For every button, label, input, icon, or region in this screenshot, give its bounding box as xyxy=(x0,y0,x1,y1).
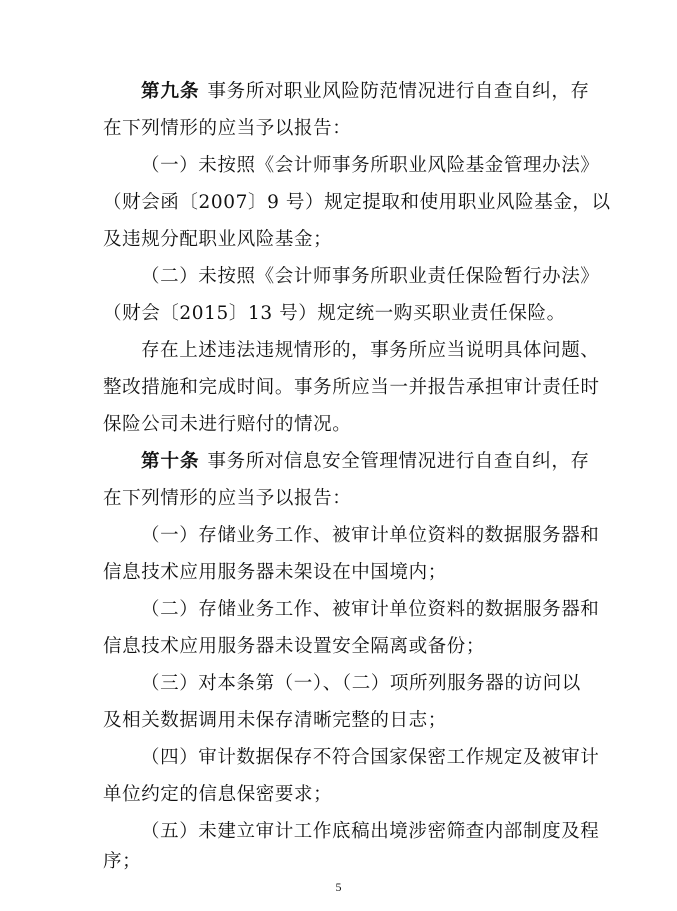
article-9-note-line-3: 保险公司未进行赔付的情况。 xyxy=(103,414,352,435)
article-10-item-5-line-1: （五）未建立审计工作底稿出境涉密筛查内部制度及程 xyxy=(141,821,600,842)
article-9-item-2-line-2: （财会〔2015〕13 号）规定统一购买职业责任保险。 xyxy=(103,303,566,324)
article-10-item-4-line-1: （四）审计数据保存不符合国家保密工作规定及被审计 xyxy=(141,747,600,768)
article-10-item-5-line-2: 序； xyxy=(103,851,142,872)
article-10-item-1-line-2: 信息技术应用服务器未架设在中国境内； xyxy=(103,562,447,583)
page-number: 5 xyxy=(335,880,342,894)
article-9-intro-text: 事务所对职业风险防范情况进行自查自纠，存 xyxy=(207,81,590,102)
article-9-note-line-1: 存在上述违法违规情形的，事务所应当说明具体问题、 xyxy=(141,340,600,361)
article-10-intro-line-1 xyxy=(141,450,590,474)
article-9-item-1-line-2: （财会函〔2007〕9 号）规定提取和使用职业风险基金，以 xyxy=(103,192,611,213)
article-10-intro-line-2: 在下列情形的应当予以报告： xyxy=(103,488,352,509)
article-10-item-1-line-1: （一）存储业务工作、被审计单位资料的数据服务器和 xyxy=(141,525,600,546)
article-9-item-1-line-1: （一）未按照《会计师事务所职业风险基金管理办法》 xyxy=(141,155,600,176)
article-10-item-4-line-2: 单位约定的信息保密要求； xyxy=(103,784,333,805)
article-10-heading: 第十条 xyxy=(141,451,200,472)
article-9-intro-line-1 xyxy=(141,80,590,104)
article-10-item-2-line-2: 信息技术应用服务器未设置安全隔离或备份； xyxy=(103,636,486,657)
article-9-note-line-2: 整改措施和完成时间。事务所应当一并报告承担审计责任时 xyxy=(103,377,600,398)
article-9-item-1-line-3: 及违规分配职业风险基金； xyxy=(103,229,333,250)
article-9-intro-line-2: 在下列情形的应当予以报告： xyxy=(103,118,352,139)
article-10-intro-text: 事务所对信息安全管理情况进行自查自纠，存 xyxy=(207,451,590,472)
article-10-item-2-line-1: （二）存储业务工作、被审计单位资料的数据服务器和 xyxy=(141,599,600,620)
article-10-item-3-line-1: （三）对本条第（一）、（二）项所列服务器的访问以 xyxy=(141,673,581,694)
article-10-item-3-line-2: 及相关数据调用未保存清晰完整的日志； xyxy=(103,710,447,731)
article-9-item-2-line-1: （二）未按照《会计师事务所职业责任保险暂行办法》 xyxy=(141,266,600,287)
article-9-heading: 第九条 xyxy=(141,81,200,102)
